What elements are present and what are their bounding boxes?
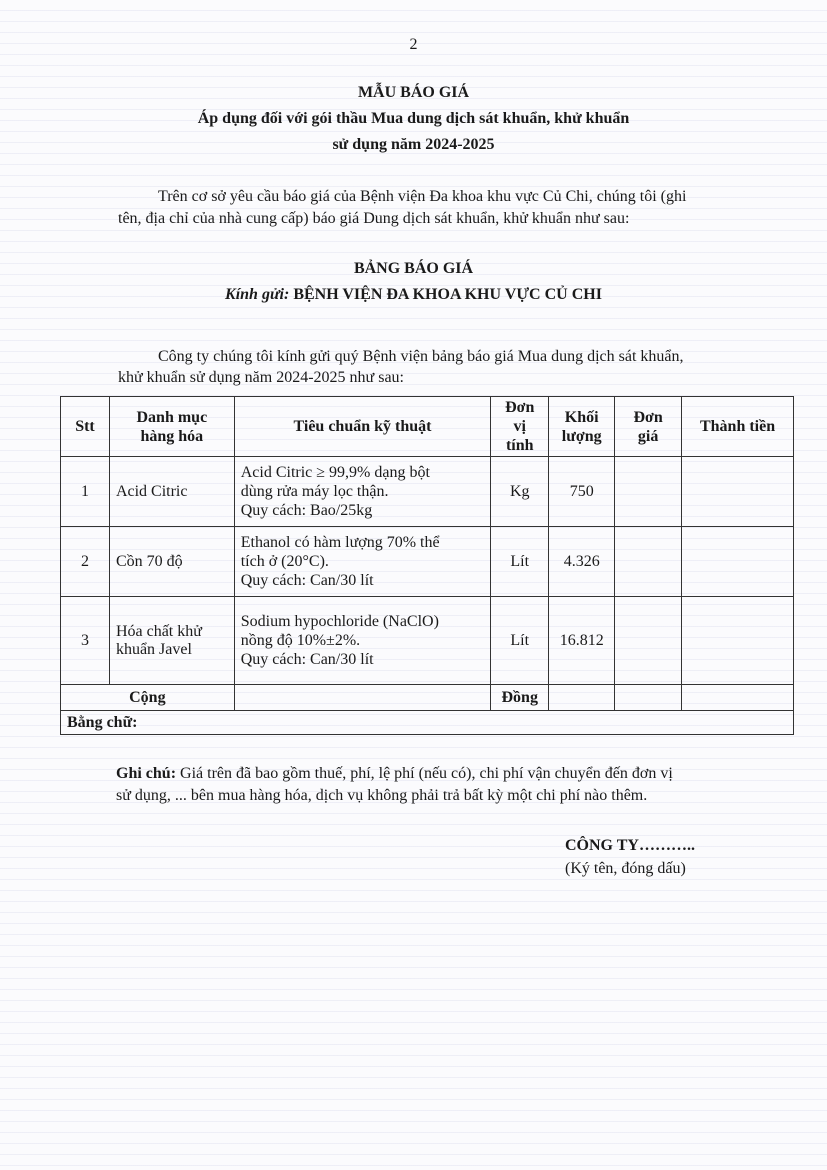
row-stt: 2 (61, 527, 110, 597)
page-number: 2 (409, 36, 418, 53)
row-item (109, 457, 234, 527)
row-price (615, 527, 682, 597)
header-price-line1: Đơn (633, 408, 663, 426)
header-unit-line2: vị (513, 418, 526, 435)
header-total: Thành tiền (682, 397, 794, 457)
note-line2: sử dụng, ... bên mua hàng hóa, dịch vụ không phải trả bất kỳ một chi phí nào thêm. (116, 787, 648, 804)
recipient-name: BỆNH VIỆN ĐA KHOA KHU VỰC CỦ CHI (293, 286, 602, 303)
header-stt: Stt (61, 397, 110, 457)
row-qty: 750 (549, 457, 615, 527)
row-item-line1: Hóa chất khử (115, 622, 202, 640)
row-spec-line2: tích ở (20°C). (240, 553, 329, 570)
document-subtitle-line1: Áp dụng đối với gói thầu Mua dung dịch sát khuẩn, khử khuẩn (197, 110, 630, 127)
signature-instruction: (Ký tên, đóng dấu) (565, 860, 686, 877)
row-spec-line1: Sodium hypochloride (NaClO) (240, 613, 439, 630)
header-item-line1: Danh mục (136, 408, 208, 426)
note (116, 763, 796, 807)
row-qty: 16.812 (549, 597, 615, 685)
row-item-line2: khuẩn Javel (115, 640, 192, 658)
sum-qty-cell (549, 685, 615, 711)
header-price (615, 397, 682, 457)
row-spec-line3: Quy cách: Bao/25kg (240, 502, 373, 519)
header-unit-line1: Đơn (505, 399, 535, 416)
words-row (61, 711, 794, 735)
row-unit: Lít (491, 527, 549, 597)
row-price (615, 597, 682, 685)
row-item-line1: Acid Citric (115, 482, 188, 500)
table-header-row (61, 397, 794, 457)
quote-table (60, 396, 794, 735)
row-qty: 4.326 (549, 527, 615, 597)
row-unit: Kg (491, 457, 549, 527)
table-row (61, 597, 794, 685)
row-total (682, 527, 794, 597)
header-qty-line1: Khối (564, 408, 599, 426)
row-spec (234, 527, 491, 597)
row-stt: 1 (61, 457, 110, 527)
row-spec-line1: Acid Citric ≥ 99,9% dạng bột (240, 464, 430, 481)
quote-intro-line2: khử khuẩn sử dụng năm 2024-2025 như sau: (118, 369, 404, 386)
row-spec-line2: dùng rửa máy lọc thận. (240, 483, 389, 500)
table-row (61, 457, 794, 527)
document-subtitle-line2: sử dụng năm 2024-2025 (332, 136, 495, 153)
sum-unit: Đồng (491, 685, 549, 711)
row-spec-line3: Quy cách: Can/30 lít (240, 651, 374, 668)
row-spec (234, 597, 491, 685)
quote-intro-line1: Công ty chúng tôi kính gửi quý Bệnh viện bảng báo giá Mua dung dịch sát khuẩn, (158, 348, 684, 365)
intro-line1: Trên cơ sở yêu cầu báo giá của Bệnh viện Đa khoa khu vực Củ Chi, chúng tôi (ghi (158, 188, 687, 205)
header-unit (491, 397, 549, 457)
row-price (615, 457, 682, 527)
row-spec-line3: Quy cách: Can/30 lít (240, 572, 374, 589)
row-spec-line1: Ethanol có hàm lượng 70% thể (240, 534, 440, 551)
row-item-line1: Cồn 70 độ (115, 552, 183, 570)
quote-recipient-line (0, 286, 827, 304)
sum-label: Cộng (61, 685, 235, 711)
note-line1: Giá trên đã bao gồm thuế, phí, lệ phí (nếu có), chi phí vận chuyển đến đơn vị (176, 765, 673, 782)
sum-row (61, 685, 794, 711)
row-total (682, 597, 794, 685)
table-row (61, 527, 794, 597)
document-title: MẪU BÁO GIÁ (357, 84, 470, 101)
intro-line2: tên, địa chỉ của nhà cung cấp) báo giá Dung dịch sát khuẩn, khử khuẩn như sau: (118, 210, 630, 227)
row-item (109, 597, 234, 685)
header-qty (549, 397, 615, 457)
row-item (109, 527, 234, 597)
recipient-label: Kính gửi: (225, 286, 290, 303)
row-spec (234, 457, 491, 527)
words-label: Bằng chữ: (61, 711, 794, 735)
header-spec: Tiêu chuẩn kỹ thuật (234, 397, 491, 457)
header-item (109, 397, 234, 457)
sum-total-cell (682, 685, 794, 711)
signature-company: CÔNG TY……….. (565, 837, 695, 854)
row-unit: Lít (491, 597, 549, 685)
sum-spec-cell (234, 685, 491, 711)
sum-price-cell (615, 685, 682, 711)
header-unit-line3: tính (505, 437, 534, 454)
header-price-line2: giá (637, 427, 659, 445)
quote-title: BẢNG BÁO GIÁ (353, 260, 474, 277)
note-label: Ghi chú: (116, 765, 177, 782)
row-stt: 3 (61, 597, 110, 685)
row-total (682, 457, 794, 527)
header-qty-line2: lượng (561, 427, 602, 445)
row-spec-line2: nồng độ 10%±2%. (240, 632, 361, 649)
header-item-line2: hàng hóa (140, 427, 204, 445)
